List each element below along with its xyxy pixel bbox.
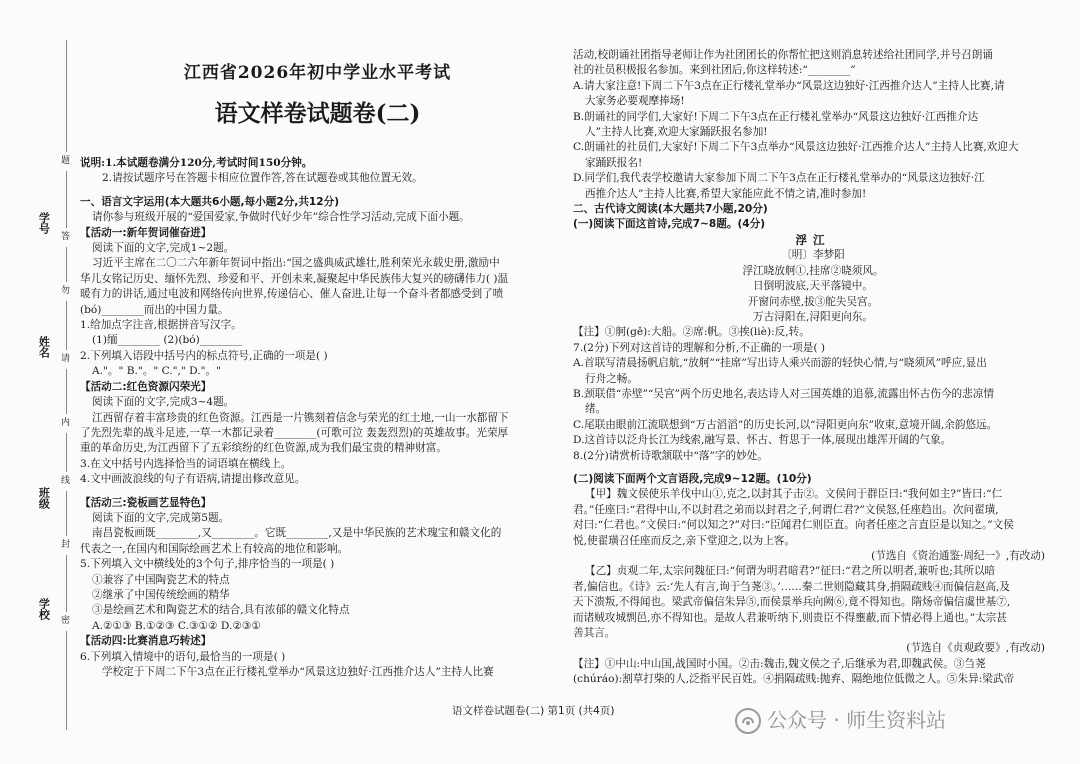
right-text-line: 人”主持人比赛,欢迎大家踊跃报名参加! (585, 126, 768, 139)
page-footer: 语文样卷试题卷(二) 第1页 (共4页) (452, 705, 615, 717)
left-text-line: 阅读下面的文字,完成1~2题。 (92, 242, 235, 255)
left-text-line: 江西留存着丰富珍贵的红色资源。江西是一片镌刻着信念与荣光的红土地,一山一水都留下 (92, 411, 509, 424)
right-column-text (573, 48, 1053, 688)
right-text-line: 善其言。 (573, 627, 616, 640)
left-text-line: 1.给加点字注音,根据拼音写汉字。 (80, 319, 242, 332)
left-text-line: 请你参与班级开展的“爱国爱家,争做时代好少年”综合性学习活动,完成下面小题。 (92, 211, 470, 224)
right-text-line: 浮江晓放舸①,挂席②晓须风。 (742, 264, 884, 277)
left-text-line: 阅读下面的文字,完成第5题。 (92, 511, 230, 524)
margin-seal-word: 请 (61, 350, 70, 369)
right-text-line: 悦,使翟璜召任座而反之,亲下堂迎之,以为上客。 (573, 534, 795, 547)
left-text-line: 华儿女铭记历史、缅怀先烈、珍爱和平、开创未来,凝聚起中华民族伟大复兴的磅礴伟力( )温 (80, 272, 509, 285)
right-text-line: 【乙】贞观二年,太宗问魏征曰:“何谓为明君暗君?”征曰:“君之所以明者,兼听也;其所以暗 (585, 565, 996, 578)
right-text-line: 者,偏信也。《诗》云:‘先人有言,询于刍荛③。’……秦二世则隐藏其身,捐隔疏贱④而偏信赵高,及 (573, 580, 1010, 593)
right-text-line: D.这首诗以泛舟长江为线索,融写景、怀古、哲思于一体,展现出雄浑开阔的气象。 (573, 434, 952, 447)
left-text-line: A."。" B."。" C."," D."。" (92, 365, 221, 378)
left-text-line: 4.文中画波浪线的句子有语病,请提出修改意见。 (80, 473, 306, 486)
watermark (735, 708, 946, 734)
left-text-line: 了先烈先辈的战斗足迹,一草一木都记录着________(可歌可泣 轰轰烈烈)的英雄故事。光荣厚 (80, 426, 509, 439)
left-text-line: 5.下列填入文中横线处的3个句子,排序恰当的一项是( ) (80, 558, 335, 571)
right-text-line: 二、古代诗文阅读(本大题共7小题,20分) (573, 203, 768, 216)
left-text-line: 【活动四:比赛消息巧转述】 (80, 635, 212, 648)
right-text-line: (节选自《贞观政要》,有改动) (906, 642, 1045, 655)
left-text-line: 重的革命历史,为江西留下了五彩缤纷的红色资源,成为我们最宝贵的精神财富。 (80, 442, 447, 455)
paper-title: 语文样卷试题卷(二) (214, 100, 421, 127)
left-text-line: (1)缅________ (2)(bó)________ (92, 334, 243, 347)
left-text-line: 说明:1.本试题卷满分120分,考试时间150分钟。 (80, 157, 313, 169)
right-text-line: (一)阅读下面这首诗,完成7~8题。(4分) (573, 218, 766, 231)
right-text-line: 浮江 (795, 232, 831, 247)
left-text-line: ②继承了中国传统绘画的精华 (92, 588, 230, 601)
margin-seal-word: 线 (61, 472, 70, 491)
right-text-line: 8.(2分)请赏析诗歌颔联中“落”字的妙处。 (573, 449, 768, 462)
left-text-line (80, 488, 555, 496)
right-text-line: 而诸贼攻城剽邑,亦不得知也。是故人君兼听纳下,则贵臣不得壅蔽,而下情必得上通也。”太宗甚 (573, 611, 1007, 624)
binding-margin (0, 0, 80, 764)
right-text-line: 万古浔阳在,浔阳更向东。 (753, 310, 873, 323)
left-text-line: 南昌瓷板画既________,又________。它既________,又是中华民族的艺术瑰宝和赣文化的 (92, 527, 502, 540)
exam-title: 江西省2026年初中学业水平考试 (183, 63, 452, 83)
left-text-line: 【活动二:红色资源闪荣光】 (80, 380, 212, 393)
right-text-line: D.同学们,我代表学校邀请大家参加下周二下午3点在正行楼礼堂举办的“风景这边独好·江 (573, 172, 985, 185)
right-text-line: 家踊跃报名! (585, 156, 643, 169)
right-text-line: 【注】①舸(gě):大船。②席:帆。③挨(liè):反,转。 (573, 326, 810, 339)
right-text-line: 〔明〕李梦阳 (781, 249, 845, 262)
right-text-line: 日倒明波底,天平落镜中。 (753, 280, 873, 293)
right-text-line: 行舟之畅。 (585, 372, 638, 385)
left-text-line: 学校定于下周二下午3点在正行楼礼堂举办“风景这边独好·江西推介达人”主持人比赛 (102, 666, 494, 678)
right-text-line: C.朗诵社的社员们,大家好!下周二下午3点举办“风景这边独好·江西推介达人”主持人比赛,欢迎大 (573, 141, 1019, 154)
right-text-line: A.首联写清晨扬帆启航,“放舸”“挂席”写出诗人乘兴而游的轻快心情,与“晓须风”呼应,显出 (573, 357, 987, 370)
left-text-line: 3.在文中括号内选择恰当的词语填在横线上。 (80, 457, 292, 470)
right-text-line: 西推介达人”主持人比赛,希望大家能应此不情之请,准时参加! (585, 187, 867, 200)
margin-seal-word: 密 (61, 612, 70, 631)
right-text-line: C.尾联由眼前江流联想到“万古滔滔”的历史长河,以“浔阳更向东”收束,意境开阔,余韵悠远。 (573, 418, 998, 431)
margin-field-label: 姓名 (37, 336, 51, 358)
left-text-line: 一、语言文字运用(本大题共6小题,每小题2分,共12分) (80, 195, 340, 208)
left-text-line: 【活动三:瓷板画艺显特色】 (80, 496, 212, 509)
left-text-line: 2.请按试题序号在答题卡相应位置作答,答在试题卷或其他位置无效。 (102, 172, 423, 185)
margin-field-label: 班级 (37, 487, 51, 509)
left-text-line: (bó)________而出的中国力量。 (80, 303, 229, 316)
right-text-line: (chúráo):割草打柴的人,泛指平民百姓。④捐隔疏贱:抛弃、隔绝地位低微之人。⑤朱异:梁武帝 (573, 673, 1015, 686)
right-text-line: B.朗诵社的同学们,大家好!下周二下午3点在正行楼礼堂举办“风景这边独好·江西推介达 (573, 110, 979, 123)
right-text-line: B.颈联借“赤壁”“吴宫”两个历史地名,表达诗人对三国英雄的追慕,流露出怀古伤今的悲凉情 (573, 387, 994, 400)
left-text-line: 【活动一:新年贺词催奋进】 (80, 226, 212, 239)
wechat-official-account-icon (735, 708, 761, 734)
left-text-line: 2.下列填入语段中括号内的标点符号,正确的一项是( ) (80, 349, 328, 362)
right-text-line: 7.(2分)下列对这首诗的理解和分析,不正确的一项是( ) (573, 341, 825, 354)
right-text-line: (二)阅读下面两个文言语段,完成9~12题。(10分) (573, 472, 812, 485)
left-text-line: 阅读下面的文字,完成3~4题。 (92, 396, 235, 409)
left-text-line: 习近平主席在二〇二六年新年贺词中指出:“国之盛典威武雄壮,胜利荣光永载史册,激励中 (92, 257, 500, 270)
right-text-line: (节选自《资治通鉴·周纪一》,有改动) (871, 550, 1045, 562)
right-text-line: 天下溃叛,不得闻也。梁武帝偏信朱异⑤,而侯景举兵向阙⑥,竟不得知也。隋炀帝偏信虞世基⑦, (573, 596, 1011, 609)
margin-field-label: 学校 (37, 598, 51, 620)
left-text-line (80, 187, 555, 195)
right-text-line: 活动,校朗诵社团指导老师让作为社团团长的你帮忙把这则消息转述给社团同学,并号召朗诵 (573, 49, 993, 61)
left-text-line: A.②①③ B.①②③ C.③①② D.②③① (92, 619, 261, 632)
right-text-line: A.请大家注意!下周二下午3点在正行楼礼堂举办“风景这边独好·江西推介达人”主持人比赛,请 (573, 79, 1005, 92)
left-text-line: ①兼容了中国陶瓷艺术的特点 (92, 573, 230, 586)
right-text-line: 君。”任座曰:“君得中山,不以封君之弟而以封君之子,何谓仁君?”文侯怒,任座趋出。次问翟璜, (573, 503, 999, 516)
right-text-line: 社的社员积极报名参加。来到社团后,你这样转述:“________” (573, 64, 856, 77)
left-text-line: 代表之一,在国内和国际绘画艺术上有较高的地位和影响。 (80, 542, 349, 555)
left-text-line: 暖有力的讲话,通过电波和网络传向世界,传递信心、催人奋进,让每一个奋斗者都感受到了喷 (80, 288, 504, 301)
right-text-line: 【注】①中山:中山国,战国时小国。②击:魏击,魏文侯之子,后继承为君,即魏武侯。③刍荛 (573, 657, 986, 670)
margin-field-label: 学号 (37, 212, 51, 234)
margin-seal-word: 内 (61, 414, 70, 433)
right-text-line: 对曰:“仁君也。”文侯曰:“何以知之?”对曰:“臣闻君仁则臣直。向者任座之言直臣是以知之。”文侯 (573, 519, 1014, 532)
right-text-line (573, 464, 1053, 472)
left-text-line: 6.下列填入情境中的语句,最恰当的一项是( ) (80, 650, 286, 663)
right-text-line: 【甲】魏文侯使乐羊伐中山①,克之,以封其子击②。文侯问于群臣曰:“我何如主?”皆曰:“仁 (585, 488, 1003, 501)
margin-seal-word: 封 (61, 536, 70, 555)
left-text-line: ③是绘画艺术和陶瓷艺术的结合,具有浓郁的赣文化特点 (92, 604, 350, 617)
margin-seal-word: 勿 (61, 282, 70, 301)
right-text-line: 绪。 (585, 403, 607, 416)
margin-seal-word: 题 (61, 152, 70, 171)
margin-seal-word: 答 (61, 228, 70, 247)
right-text-line: 开窗问赤壁,拔③舵失吴宫。 (747, 295, 879, 308)
right-text-line: 大家务必要观摩捧场! (585, 95, 685, 108)
left-column-text (80, 156, 555, 680)
watermark-text: 公众号 · 师生资料站 (767, 708, 947, 733)
